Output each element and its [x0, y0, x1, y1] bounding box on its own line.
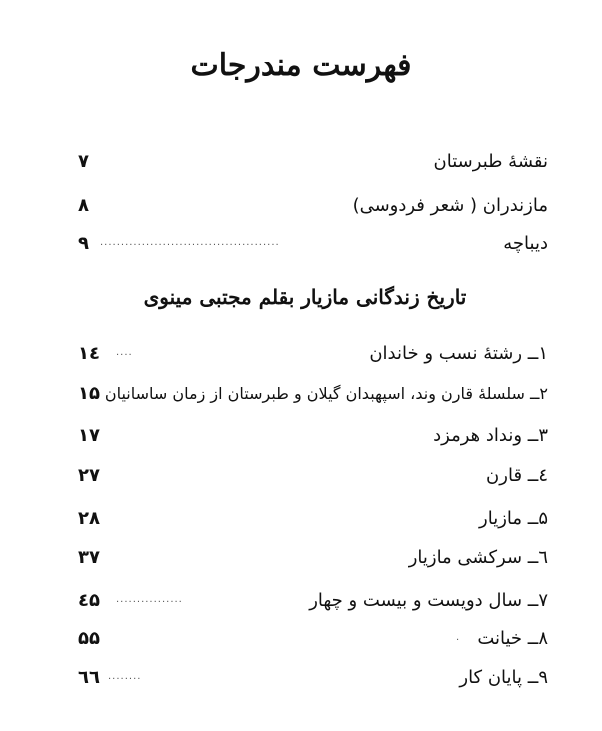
toc-entry-label: ۵ــ مازیار: [479, 508, 548, 529]
toc-entry-page: ۷: [78, 151, 89, 172]
leader-dots: ........: [108, 671, 142, 682]
toc-entry-label: ۱ــ رشتهٔ نسب و خاندان: [369, 343, 548, 364]
toc-entry-page: ٤۵: [78, 590, 100, 611]
toc-entry-label: ۸ــ خیانت: [477, 628, 548, 649]
toc-entry-page: ۳۷: [78, 547, 100, 568]
toc-entry-label: ۲ــ سلسلهٔ قارن وند، اسپهبدان گیلان و طبرستان از زمان ساسانیان: [104, 384, 548, 403]
toc-entry-preface: [78, 228, 548, 260]
toc-entry-map: [78, 146, 548, 178]
toc-entry-poem: [78, 190, 548, 222]
toc-entry-label: دیباچه: [503, 233, 548, 254]
toc-entry-page: ۵۵: [78, 628, 100, 649]
toc-entry-chapter-1: [78, 338, 548, 370]
toc-entry-page: ۱۵: [78, 383, 100, 404]
toc-entry-chapter-7: [78, 585, 548, 617]
toc-entry-label: ٦ــ سرکشی مازیار: [408, 547, 548, 568]
toc-entry-page: ۹: [78, 233, 89, 254]
toc-entry-chapter-8: [78, 623, 548, 655]
toc-entry-chapter-6: [78, 542, 548, 574]
toc-entry-page: ۲۷: [78, 465, 100, 486]
toc-entry-page: ۱۷: [78, 425, 100, 446]
toc-entry-page: ۸: [78, 195, 89, 216]
toc-entry-chapter-4: [78, 460, 548, 492]
leader-dots: .: [456, 632, 461, 643]
toc-entry-page: ٦٦: [78, 667, 100, 688]
toc-entry-label: ۹ــ پایان کار: [459, 667, 548, 688]
toc-entry-label: ۷ــ سال دویست و بیست و چهار: [309, 590, 548, 611]
leader-dots: ................: [116, 594, 183, 605]
section-heading: تاریخ زندگانی مازیار بقلم مجتبی مینوی: [143, 285, 467, 309]
toc-entry-chapter-2: [78, 378, 548, 410]
leader-dots: ....: [116, 347, 133, 358]
toc-entry-label: ٤ــ قارن: [486, 465, 548, 486]
toc-entry-label: مازندران ( شعر فردوسی): [352, 195, 548, 216]
toc-entry-chapter-3: [78, 420, 548, 452]
toc-entry-page: ۱٤: [78, 343, 100, 364]
page-title: فهرست مندرجات: [190, 48, 412, 83]
leader-dots: ...........................................: [100, 237, 280, 248]
toc-entry-chapter-9: [78, 662, 548, 694]
toc-entry-page: ۲۸: [78, 508, 100, 529]
toc-entry-label: ۳ــ ونداد هرمزد: [433, 425, 548, 446]
toc-entry-label: نقشهٔ طبرستان: [433, 151, 548, 172]
toc-entry-chapter-5: [78, 503, 548, 535]
